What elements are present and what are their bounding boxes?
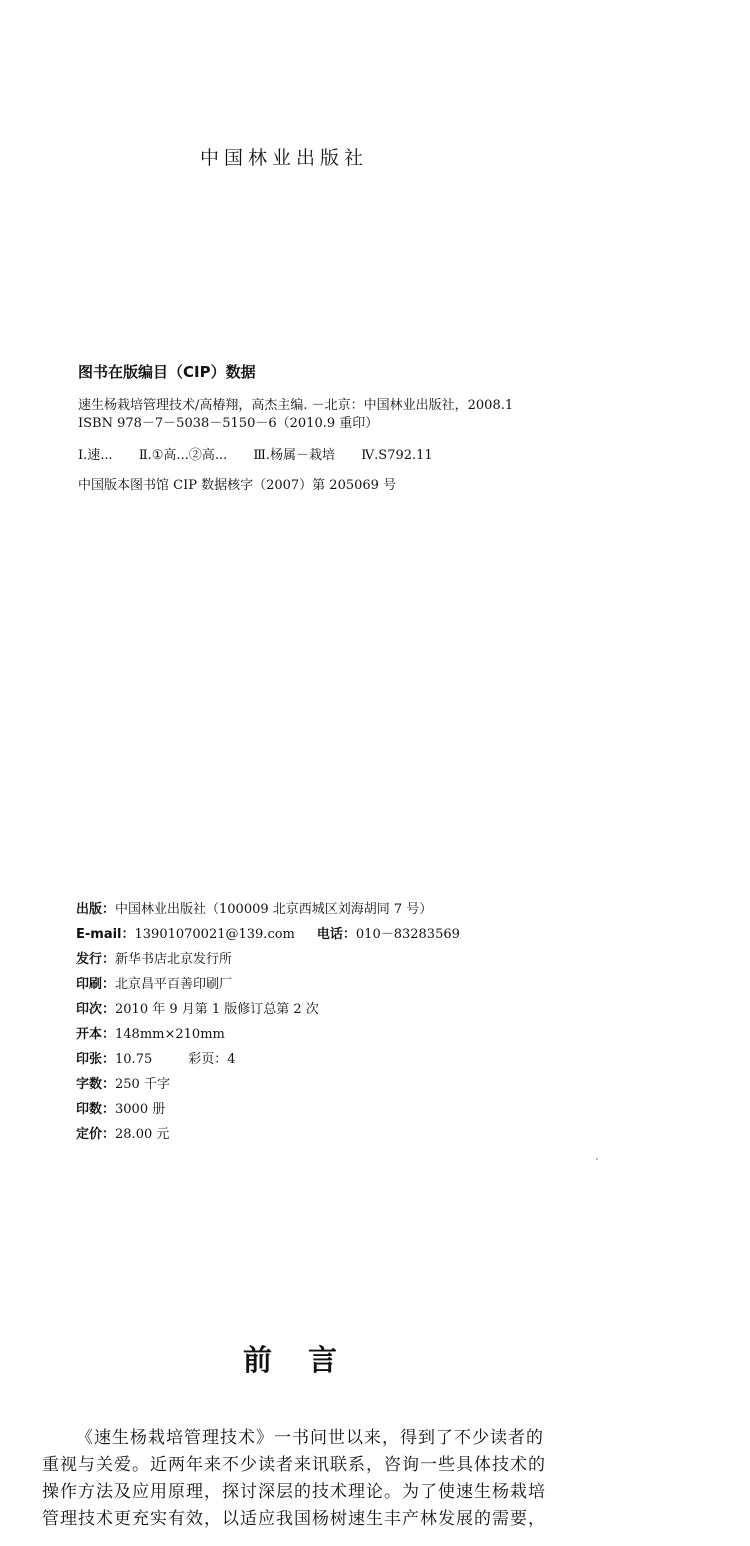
info-label: 印刷：: [76, 977, 116, 992]
publisher-name: 中国林业出版社: [200, 147, 369, 169]
classification-item: Ⅱ.①高...②高...: [138, 448, 228, 463]
info-value: 中国林业出版社（100009 北京西城区刘海胡同 7 号）: [115, 902, 433, 917]
info-format: [76, 1023, 225, 1042]
info-publish: [76, 898, 432, 917]
preface-title: 前言: [243, 1343, 374, 1377]
info-value: 148mm×210mm: [115, 1027, 225, 1042]
info-value: 28.00 元: [115, 1127, 170, 1142]
info-label: 印数：: [76, 1102, 116, 1117]
info-price: [76, 1123, 169, 1142]
info-value: 4: [227, 1052, 236, 1067]
info-word-count: [76, 1073, 170, 1092]
info-contact: [76, 923, 460, 942]
email-value: 13901070021@139.com: [134, 927, 295, 942]
classification-item: Ⅲ.杨属－栽培: [253, 448, 336, 463]
info-label: 出版：: [76, 902, 116, 917]
info-edition: [76, 998, 319, 1017]
info-label: 字数：: [76, 1077, 116, 1092]
cip-heading: 图书在版编目（CIP）数据: [78, 363, 256, 381]
cip-isbn-line: ISBN 978－7－5038－5150－6（2010.9 重印）: [78, 416, 379, 431]
cip-record-number: 中国版本图书馆 CIP 数据核字（2007）第 205069 号: [78, 478, 397, 493]
phone-value: 010－83283569: [355, 927, 460, 942]
info-value: 3000 册: [115, 1102, 166, 1117]
info-label: 彩页：: [188, 1052, 228, 1067]
info-distribution: [76, 948, 232, 967]
info-printer: [76, 973, 232, 992]
preface-paragraph: 《速生杨栽培管理技术》一书问世以来，得到了不少读者的重视与关爱。近两年来不少读者来讯联系，咨询一些具体技术的操作方法及应用原理，探讨深层的技术理论。为了使速生杨栽培管理技术更充实有效，以适应我国杨树速生丰产林发展的需要，: [42, 1428, 546, 1529]
info-sheets: [76, 1048, 236, 1067]
info-label: 印次：: [76, 1002, 116, 1017]
info-value: 250 千字: [115, 1077, 170, 1092]
info-label: 印张：: [76, 1052, 116, 1067]
info-print-run: [76, 1098, 165, 1117]
info-label: 开本：: [76, 1027, 116, 1042]
classification-item: Ⅳ.S792.11: [361, 448, 433, 463]
scan-speck: [596, 1158, 598, 1160]
info-value: 新华书店北京发行所: [115, 952, 233, 967]
info-label: 发行：: [76, 952, 116, 967]
cip-title-line: 速生杨栽培管理技术/高椿翔，高杰主编. －北京：中国林业出版社，2008.1: [78, 398, 514, 413]
info-value: 2010 年 9 月第 1 版修订总第 2 次: [115, 1002, 319, 1017]
info-value: 北京昌平百善印刷厂: [115, 977, 233, 992]
cip-classification-line: [78, 444, 455, 463]
classification-item: Ⅰ.速...: [78, 448, 113, 463]
info-label: E-mail：: [76, 927, 135, 942]
info-label: 定价：: [76, 1127, 116, 1142]
preface-body: [42, 1425, 552, 1533]
info-value: 10.75: [115, 1052, 153, 1067]
info-label: 电话：: [316, 927, 356, 942]
